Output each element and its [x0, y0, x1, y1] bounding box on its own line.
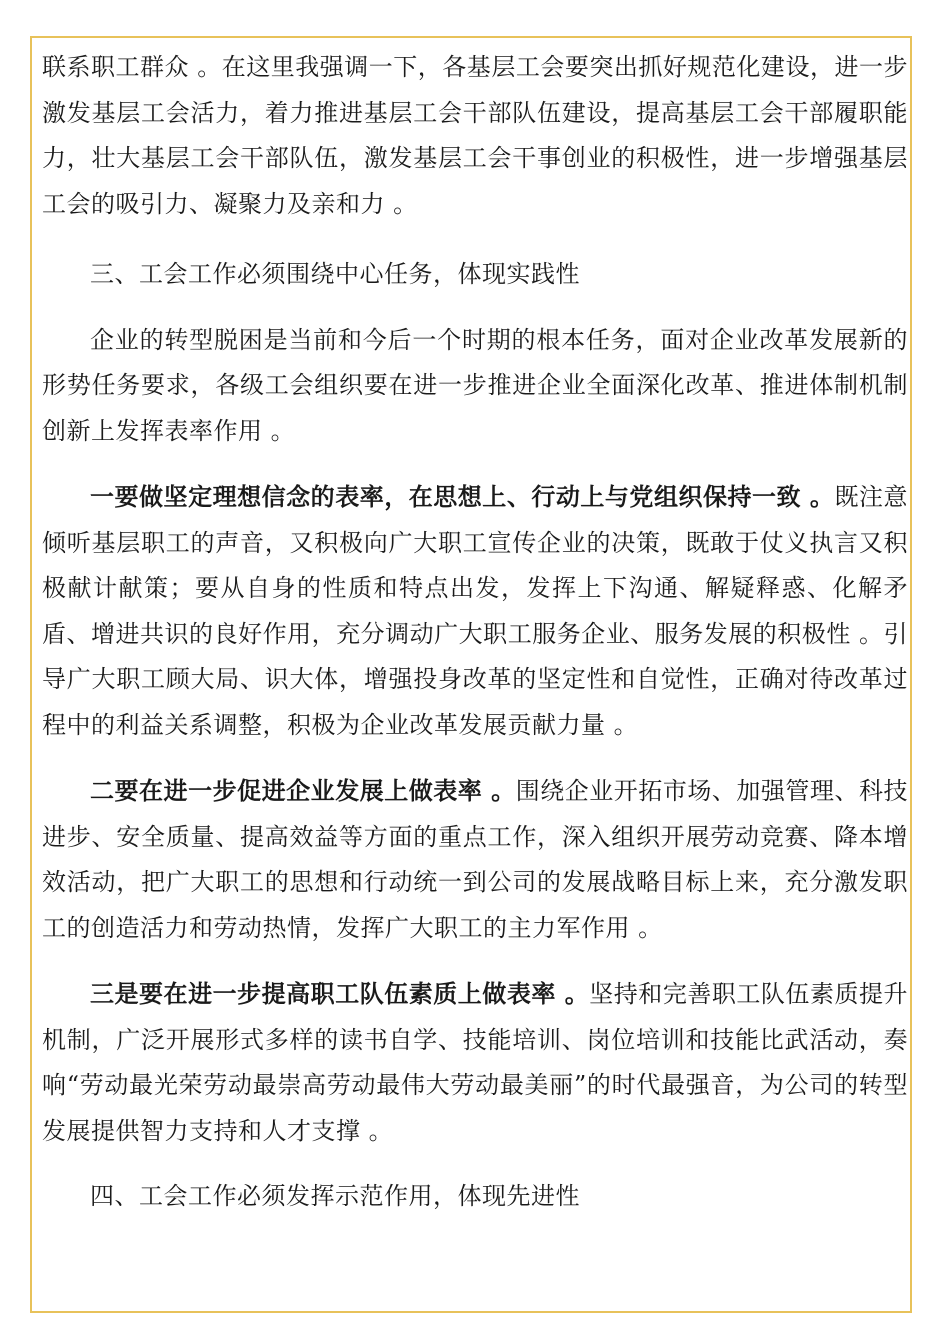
point-1-lead: 一要做坚定理想信念的表率，在思想上、行动上与党组织保持一致 。	[90, 482, 835, 511]
section-heading-4: 四、工会工作必须发挥示范作用，体现先进性	[90, 1182, 580, 1210]
paragraph-point-1	[42, 474, 908, 748]
point-3-body: 坚持和完善职工队伍素质提升机制，广泛开展形式多样的读书自学、技能培训、岗位培训和技能比武活动，奏响“劳动最光荣劳动最崇高劳动最伟大劳动最美丽”的时代最强音，为公司的转型发展提供智力支持和人才支撑 。	[42, 980, 908, 1145]
point-2-lead: 二要在进一步促进企业发展上做表率 。	[90, 776, 516, 805]
point-1-body: 既注意倾听基层职工的声音，又积极向广大职工宣传企业的决策，既敢于仗义执言又积极献计献策；要从自身的性质和特点出发，发挥上下沟通、解疑释惑、化解矛盾、增进共识的良好作用，充分调动广大职工服务企业、服务发展的积极性 。引导广大职工顾大局、识大体，增强投身改革的坚定性和自觉性，正确对待改革过程中的利益关系调整，积极为企业改革发展贡献力量 。	[42, 483, 909, 739]
point-2-body: 围绕企业开拓市场、加强管理、科技进步、安全质量、提高效益等方面的重点工作，深入组织开展劳动竞赛、降本增效活动，把广大职工的思想和行动统一到公司的发展战略目标上来，充分激发职工的创造活力和劳动热情，发挥广大职工的主力军作用 。	[42, 777, 909, 942]
paragraph-point-3	[42, 971, 908, 1154]
document-body	[42, 45, 908, 1220]
section-heading-3: 三、工会工作必须围绕中心任务，体现实践性	[90, 260, 580, 288]
paragraph-section-3-intro: 企业的转型脱困是当前和今后一个时期的根本任务，面对企业改革发展新的形势任务要求，各级工会组织要在进一步推进企业全面深化改革、推进体制机制创新上发挥表率作用 。	[42, 325, 908, 445]
point-3-lead: 三是要在进一步提高职工队伍素质上做表率 。	[90, 979, 590, 1008]
paragraph-point-2	[42, 768, 908, 951]
paragraph-continuation: 联系职工群众 。在这里我强调一下，各基层工会要突出抓好规范化建设，进一步激发基层工会活力，着力推进基层工会干部队伍建设，提高基层工会干部履职能力，壮大基层工会干部队伍，激发基层工会干事创业的积极性，进一步增强基层工会的吸引力、凝聚力及亲和力 。	[42, 53, 908, 218]
